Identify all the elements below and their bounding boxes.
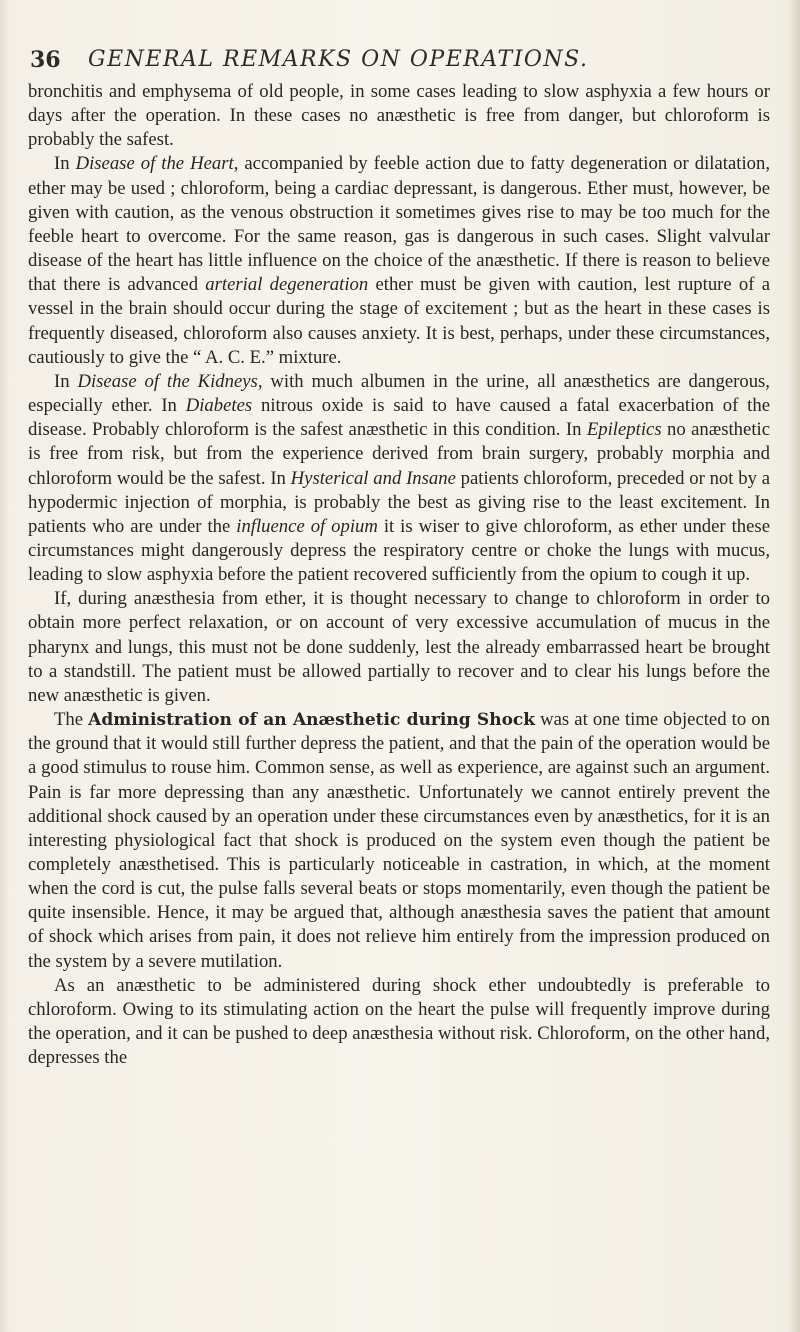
italic-term: arterial degeneration	[205, 274, 369, 296]
text-segment: , with much albumen in the urine, all anæsthetics are dangerous, especially ether. In	[28, 370, 770, 417]
text-segment: , accompanied by feeble action due to fatty degeneration or dilatation, ether may be used ; chloroform, being a cardiac depressant, is dangerous. Ether must, however, be given with caution, as the venous obstruction it sometimes gives rise to may be too much for the feeble heart to overcome. For the same reason, gas is dangerous in such cases. Slight valvular disease of the heart has little influence on the choice of the anæsthetic. If there is reason to believe that there is advanced	[28, 153, 770, 296]
text-segment: was at one time objected to on the ground that it would still further depress the patient, and that the pain of the operation would be a good stimulus to rouse him. Common sense, as well as experience, are against such an argument. Pain is far more depressing than any anæsthetic. Unfortunately we cannot entirely prevent the additional shock caused by an operation under these circumstances even by anæsthetics, for it is an interesting physiological fact that shock is produced on the system even though the patient be completely anæsthetised. This is particularly noticeable in castration, in which, at the moment when the cord is cut, the pulse falls several beats or stops momentarily, even though the patient be quite insensible. Hence, it may be argued that, although anæsthesia saves the patient that amount of shock which arises from pain, it does not relieve him entirely from the impression produced on the system by a severe mutilation.	[28, 709, 770, 972]
italic-term: Diabetes	[185, 395, 253, 417]
text-segment: patients chloroform, preceded or not by a hypodermic injection of morphia, is probably the best as giving rise to the least excitement. In patients who are under the	[28, 467, 770, 537]
paragraph	[28, 974, 770, 1071]
page-gutter-shadow	[0, 0, 10, 1332]
text-segment: ether must be given with caution, lest rupture of a vessel in the brain should occur during the stage of excitement ; but as the heart in these cases is frequently diseased, chloroform also causes anxiety. It is best, perhaps, under these circumstances, cautiously to give the “ A. C. E.” mixture.	[28, 274, 770, 368]
italic-term: Hysterical and Insane	[290, 467, 456, 489]
paragraph	[28, 587, 770, 708]
text-segment: bronchitis and emphysema of old people, in some cases leading to slow asphyxia a few hours or days after the operation. In these cases no anæsthetic is free from danger, but chloroform is probably the safest.	[28, 81, 770, 151]
paragraph	[28, 80, 770, 152]
paragraph	[28, 708, 770, 974]
text-segment: nitrous oxide is said to have caused a fatal exacerbation of the disease. Probably chloroform is the safest anæsthetic in this condition. In	[28, 395, 770, 441]
text-segment: no anæsthetic is free from risk, but from the experience derived from brain surgery, probably morphia and chloroform would be the safest. In	[28, 419, 770, 489]
page-edge-shadow	[788, 0, 800, 1332]
italic-term: Disease of the Kidneys	[77, 370, 258, 392]
paragraph	[28, 370, 770, 587]
paragraph	[28, 152, 770, 369]
text-segment: As an anæsthetic to be administered during shock ether undoubtedly is preferable to chloroform. Owing to its stimulating action on the heart the pulse will frequently improve during the operation, and it can be pushed to deep anæsthesia without risk. Chloroform, on the other hand, depresses the	[28, 974, 770, 1069]
page-number: 36	[30, 47, 61, 73]
italic-term: Epileptics	[586, 419, 662, 441]
page-header	[30, 44, 770, 76]
text-segment: it is wiser to give chloroform, as ether under these circumstances might dangerously depress the respiratory centre or choke the lungs with mucus, leading to slow asphyxia before the patient recovered sufficiently from the opium to cough it up.	[28, 515, 771, 586]
running-head: GENERAL REMARKS ON OPERATIONS.	[88, 47, 589, 72]
body-text	[28, 80, 770, 1070]
text-segment: In	[54, 153, 76, 175]
text-segment: In	[54, 370, 78, 392]
italic-term: Disease of the Heart	[75, 153, 234, 175]
bold-heading: Administration of an Anæsthetic during Shock	[88, 710, 536, 731]
italic-term: influence of opium	[236, 515, 378, 537]
text-segment: The	[54, 709, 89, 731]
text-segment: If, during anæsthesia from ether, it is thought necessary to change to chloroform in order to obtain more perfect relaxation, or on account of very excessive accumulation of mucus in the pharynx and lungs, this must not be done suddenly, lest the already embarrassed heart be brought to a standstill. The patient must be allowed partially to recover and to clear his lungs before the new anæsthetic is given.	[28, 588, 770, 706]
